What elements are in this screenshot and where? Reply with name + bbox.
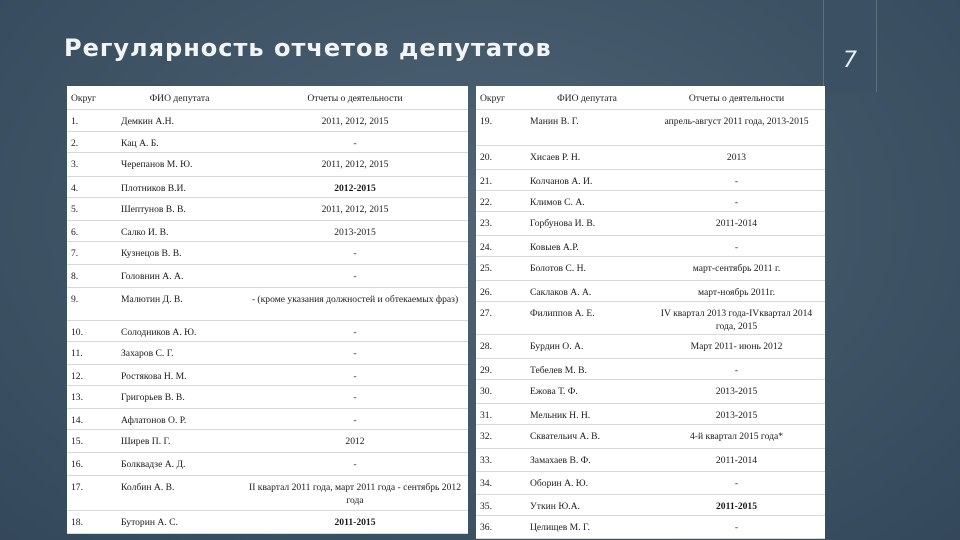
fio-cell: Горбунова И. В. (526, 211, 648, 235)
fio-cell: Кузнецов В. В. (117, 241, 242, 264)
table-row (476, 403, 825, 424)
okrug-cell: 8. (67, 264, 117, 287)
okrug-cell: 3. (67, 152, 117, 176)
okrug-cell: 9. (67, 287, 117, 320)
fio-cell: Саклаков А. А. (526, 280, 648, 301)
table-row (67, 475, 468, 510)
okrug-cell: 31. (476, 403, 526, 424)
reports-cell: 2011-2015 (648, 494, 825, 515)
reports-cell: - (242, 320, 468, 341)
reports-cell: - (кроме указания должностей и обтекаемых фраз) (242, 287, 468, 320)
table-row (476, 235, 825, 256)
reports-cell: - (242, 452, 468, 475)
reports-cell: - (242, 241, 468, 264)
table-row (476, 358, 825, 379)
table-row (476, 145, 825, 169)
reports-cell: - (242, 364, 468, 385)
okrug-cell: 12. (67, 364, 117, 385)
fio-cell: Афлатонов О. Р. (117, 408, 242, 429)
okrug-cell: 27. (476, 301, 526, 334)
okrug-cell: 29. (476, 358, 526, 379)
fio-cell: Салко И. В. (117, 220, 242, 241)
reports-cell: 2012-2015 (242, 176, 468, 197)
reports-cell: март-сентябрь 2011 г. (648, 256, 825, 280)
okrug-cell: 5. (67, 197, 117, 220)
table-row (67, 176, 468, 197)
table-row (476, 515, 825, 538)
fio-cell: Болотов С. Н. (526, 256, 648, 280)
header-okrug: Округ (67, 86, 117, 109)
okrug-cell: 36. (476, 515, 526, 538)
reports-cell: IV квартал 2013 года-IVквартал 2014 года, 2015 (648, 301, 825, 334)
okrug-cell: 6. (67, 220, 117, 241)
okrug-cell: 24. (476, 235, 526, 256)
fio-cell: Целищев М. Г. (526, 515, 648, 538)
table-row (476, 256, 825, 280)
reports-cell: - (648, 471, 825, 494)
reports-cell: 2013 (648, 145, 825, 169)
reports-cell: II квартал 2011 года, март 2011 года - сентябрь 2012 года (242, 475, 468, 510)
fio-cell: Колбин А. В. (117, 475, 242, 510)
reports-cell: 2012 (242, 429, 468, 452)
fio-cell: Бурдин О. А. (526, 334, 648, 358)
table-row (476, 424, 825, 448)
table-row (476, 211, 825, 235)
reports-cell: 2011, 2012, 2015 (242, 109, 468, 131)
reports-cell: апрель-август 2011 года, 2013-2015 (648, 109, 825, 145)
header-okrug: Округ (476, 86, 526, 109)
reports-cell: 4-й квартал 2015 года* (648, 424, 825, 448)
table-row (67, 408, 468, 429)
table-row (476, 379, 825, 403)
reports-cell: 2011, 2012, 2015 (242, 152, 468, 176)
header-reports: Отчеты о деятельности (648, 86, 825, 109)
fio-cell: Хисаев Р. Н. (526, 145, 648, 169)
fio-cell: Колчанов А. И. (526, 169, 648, 190)
fio-cell: Манин В. Г. (526, 109, 648, 145)
okrug-cell: 25. (476, 256, 526, 280)
fio-cell: Ростякова Н. М. (117, 364, 242, 385)
table-row (67, 429, 468, 452)
okrug-cell: 28. (476, 334, 526, 358)
fio-cell: Филиппов А. Е. (526, 301, 648, 334)
table-row (476, 190, 825, 211)
reports-cell: 2011-2014 (648, 211, 825, 235)
fio-cell: Тебелев М. В. (526, 358, 648, 379)
reports-cell: - (648, 358, 825, 379)
fio-cell: Замахаев В. Ф. (526, 448, 648, 471)
slide-title: Регулярность отчетов депутатов (64, 34, 552, 62)
table-row (67, 341, 468, 364)
okrug-cell: 4. (67, 176, 117, 197)
fio-cell: Оборин А. Ю. (526, 471, 648, 494)
reports-cell: 2011-2015 (242, 510, 468, 533)
page-number: 7 (843, 48, 857, 73)
table-row (67, 364, 468, 385)
table-row (67, 320, 468, 341)
okrug-cell: 18. (67, 510, 117, 533)
fio-cell: Ковыев А.Р. (526, 235, 648, 256)
table-row (67, 264, 468, 287)
okrug-cell: 14. (67, 408, 117, 429)
deputies-table-left (67, 86, 468, 534)
reports-cell: 2013-2015 (648, 379, 825, 403)
table-row (67, 510, 468, 533)
okrug-cell: 7. (67, 241, 117, 264)
table-row (476, 109, 825, 145)
okrug-cell: 21. (476, 169, 526, 190)
okrug-cell: 20. (476, 145, 526, 169)
fio-cell: Климов С. А. (526, 190, 648, 211)
fio-cell: Григорьев В. В. (117, 385, 242, 408)
table-row (67, 131, 468, 152)
okrug-cell: 19. (476, 109, 526, 145)
fio-cell: Буторин А. С. (117, 510, 242, 533)
okrug-cell: 33. (476, 448, 526, 471)
deputies-table-right (476, 86, 825, 539)
reports-cell: 2013-2015 (648, 403, 825, 424)
okrug-cell: 13. (67, 385, 117, 408)
okrug-cell: 35. (476, 494, 526, 515)
okrug-cell: 10. (67, 320, 117, 341)
table-header-row (476, 86, 825, 109)
reports-cell: - (242, 264, 468, 287)
reports-cell: - (242, 341, 468, 364)
table-row (476, 448, 825, 471)
reports-cell: 2011, 2012, 2015 (242, 197, 468, 220)
fio-cell: Плотников В.И. (117, 176, 242, 197)
fio-cell: Мельник Н. Н. (526, 403, 648, 424)
reports-cell: - (648, 515, 825, 538)
reports-cell: - (242, 408, 468, 429)
table-row (67, 197, 468, 220)
okrug-cell: 1. (67, 109, 117, 131)
reports-cell: 2013-2015 (242, 220, 468, 241)
header-reports: Отчеты о деятельности (242, 86, 468, 109)
fio-cell: Демкин А.Н. (117, 109, 242, 131)
table-row (476, 334, 825, 358)
reports-cell: - (648, 235, 825, 256)
table-header-row (67, 86, 468, 109)
okrug-cell: 30. (476, 379, 526, 403)
table-row (67, 287, 468, 320)
okrug-cell: 34. (476, 471, 526, 494)
fio-cell: Болквадзе А. Д. (117, 452, 242, 475)
okrug-cell: 16. (67, 452, 117, 475)
reports-cell: - (242, 385, 468, 408)
fio-cell: Ежова Т. Ф. (526, 379, 648, 403)
table-row (67, 241, 468, 264)
header-fio: ФИО депутата (526, 86, 648, 109)
fio-cell: Солодников А. Ю. (117, 320, 242, 341)
okrug-cell: 22. (476, 190, 526, 211)
page-number-tab (823, 0, 877, 92)
fio-cell: Головнин А. А. (117, 264, 242, 287)
reports-cell: 2011-2014 (648, 448, 825, 471)
table-row (476, 280, 825, 301)
fio-cell: Черепанов М. Ю. (117, 152, 242, 176)
okrug-cell: 26. (476, 280, 526, 301)
reports-cell: - (648, 190, 825, 211)
reports-cell: - (242, 131, 468, 152)
reports-cell: - (648, 169, 825, 190)
okrug-cell: 32. (476, 424, 526, 448)
table-row (476, 169, 825, 190)
okrug-cell: 2. (67, 131, 117, 152)
fio-cell: Ширев П. Г. (117, 429, 242, 452)
fio-cell: Кац А. Б. (117, 131, 242, 152)
fio-cell: Сквательич А. В. (526, 424, 648, 448)
fio-cell: Уткин Ю.А. (526, 494, 648, 515)
fio-cell: Малютин Д. В. (117, 287, 242, 320)
table-row (67, 152, 468, 176)
table-row (67, 109, 468, 131)
table-row (476, 471, 825, 494)
reports-cell: март-ноябрь 2011г. (648, 280, 825, 301)
table-row (67, 385, 468, 408)
okrug-cell: 15. (67, 429, 117, 452)
fio-cell: Шептунов В. В. (117, 197, 242, 220)
header-fio: ФИО депутата (117, 86, 242, 109)
table-row (67, 452, 468, 475)
okrug-cell: 11. (67, 341, 117, 364)
okrug-cell: 17. (67, 475, 117, 510)
fio-cell: Захаров С. Г. (117, 341, 242, 364)
okrug-cell: 23. (476, 211, 526, 235)
reports-cell: Март 2011- июнь 2012 (648, 334, 825, 358)
table-row (67, 220, 468, 241)
table-row (476, 494, 825, 515)
table-row (476, 301, 825, 334)
